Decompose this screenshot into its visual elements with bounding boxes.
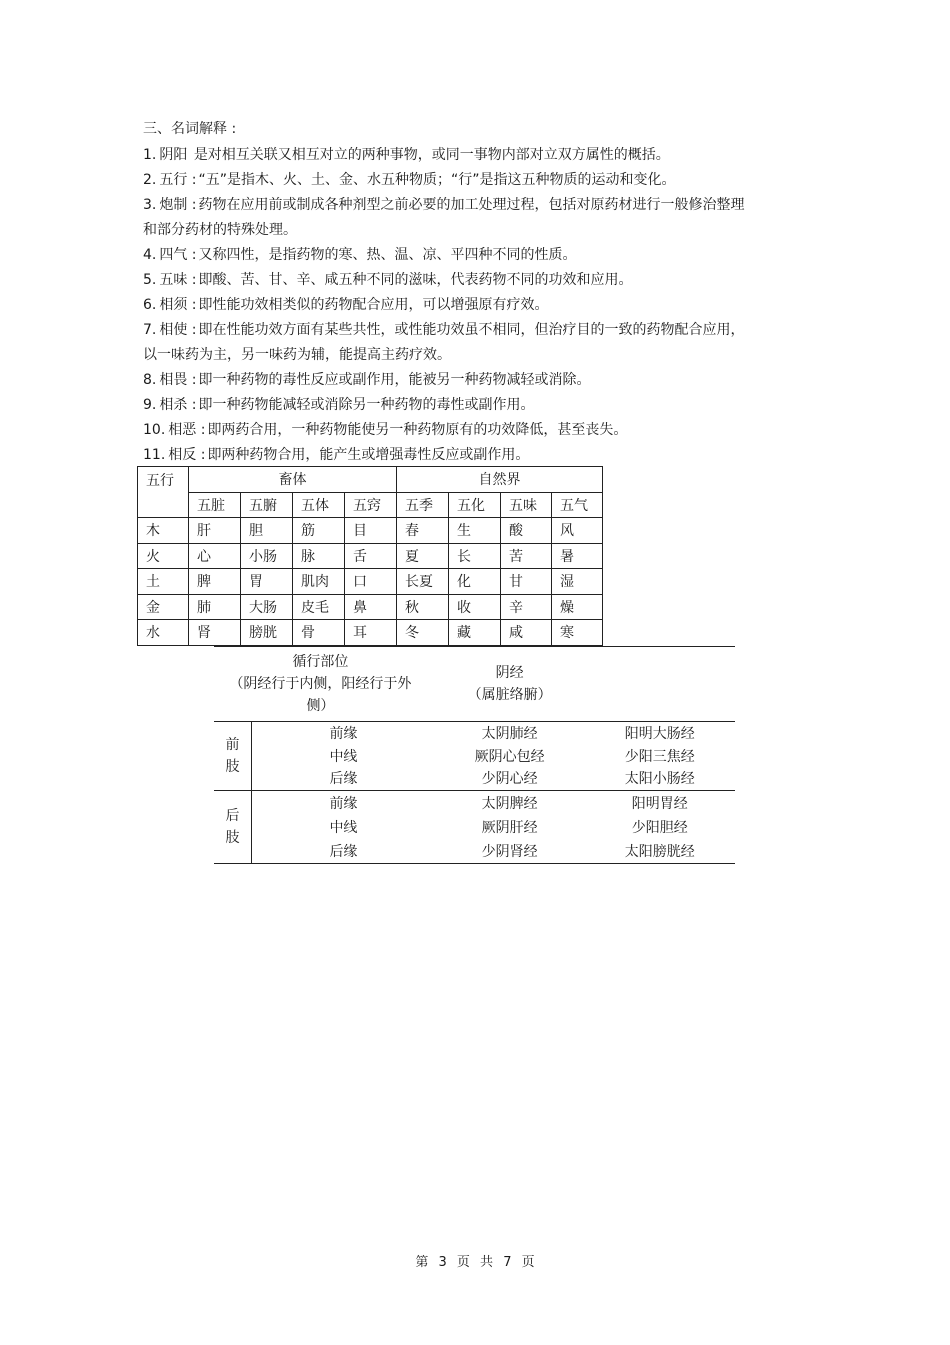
table-row: [214, 722, 735, 745]
position-header-title: 循行部位: [292, 654, 349, 670]
table-cell: 土: [138, 569, 189, 595]
definition-term: 五行 :: [159, 172, 197, 188]
table-cell: 后缘: [329, 771, 358, 788]
yin-header: [435, 647, 585, 722]
table-cell: 湿: [552, 569, 603, 595]
position-header: [214, 647, 435, 722]
table-cell: 太阴脾经: [435, 790, 585, 815]
table-row: [138, 569, 603, 595]
definition-term: 相恶 :: [168, 422, 206, 438]
definition-term: 阴阳: [159, 147, 188, 163]
table-cell: 肺: [189, 594, 241, 620]
section-title: 三、名词解释 :: [143, 121, 237, 137]
table-cell: 苦: [501, 543, 552, 569]
table-row: [138, 594, 603, 620]
table-cell: 前缘: [251, 722, 434, 745]
table-cell: 太阳膀胱经: [584, 839, 735, 864]
definition-term: 相杀 :: [159, 397, 197, 413]
table-cell: 皮毛: [293, 594, 345, 620]
table-cell: 小肠: [241, 543, 293, 569]
definition-item: [143, 418, 748, 443]
table-cell: 阳明胃经: [584, 790, 735, 815]
table-cell: 脾: [189, 569, 241, 595]
table-cell: 肌肉: [293, 569, 345, 595]
definition-number: 7.: [143, 322, 157, 338]
definition-item: [143, 193, 748, 243]
table-cell: 冬: [397, 620, 449, 646]
table-cell: 目: [345, 518, 397, 544]
column-header: 五化: [449, 492, 501, 518]
definition-text: 是对相互关联又相互对立的两种事物，或同一事物内部对立双方属性的概括。: [193, 147, 670, 163]
table-cell: 耳: [345, 620, 397, 646]
table-cell: 肾: [189, 620, 241, 646]
table-cell: 长: [449, 543, 501, 569]
table-cell: 水: [138, 620, 189, 646]
definition-term: 相反 :: [168, 447, 206, 463]
definition-text: 即两药合用，一种药物能使另一种药物原有的功效降低，甚至丧失。: [207, 422, 628, 438]
table-row: [138, 518, 603, 544]
table-cell: 木: [138, 518, 189, 544]
definition-number: 5.: [143, 272, 157, 288]
table-cell: 胆: [241, 518, 293, 544]
page-footer: 第 3 页 共 7 页: [415, 1255, 535, 1270]
table-cell: 太阴肺经: [435, 722, 585, 745]
table-cell: 大肠: [241, 594, 293, 620]
table-row: [214, 815, 735, 839]
table-cell: 收: [449, 594, 501, 620]
table-cell: 阳明大肠经: [584, 722, 735, 745]
table-cell: 暑: [552, 543, 603, 569]
table-cell: 骨: [293, 620, 345, 646]
column-header: 五味: [501, 492, 552, 518]
definition-number: 11.: [143, 447, 166, 463]
definition-text: 即一种药物能减轻或消除另一种药物的毒性或副作用。: [198, 397, 535, 413]
definition-text: 即在性能功效方面有某些共性，或性能功效虽不相同，但治疗目的一致的药物配合应用，以一味药为主，另一味药为辅，能提高主药疗效。: [143, 322, 745, 363]
definition-number: 9.: [143, 397, 157, 413]
table-cell: 风: [552, 518, 603, 544]
table-cell: 少阴肾经: [435, 839, 585, 864]
definition-text: 即两种药物合用，能产生或增强毒性反应或副作用。: [207, 447, 530, 463]
definition-term: 相须 :: [159, 297, 197, 313]
table-subheader-row: [138, 492, 603, 518]
table-cell: 寒: [552, 620, 603, 646]
definition-text: 又称四性，是指药物的寒、热、温、凉、平四种不同的性质。: [198, 247, 577, 263]
table-cell: 鼻: [345, 594, 397, 620]
meridian-header-row: [214, 647, 735, 722]
table-cell: 脉: [293, 543, 345, 569]
definition-term: 相畏 :: [159, 372, 197, 388]
table-cell: 后缘: [251, 839, 434, 864]
group-header-body: 畜体: [189, 467, 397, 493]
definition-item: [143, 168, 748, 193]
definition-text: “五”是指木、火、土、金、水五种物质；“行”是指这五种物质的运动和变化。: [198, 172, 676, 188]
definition-text: 即酸、苦、甘、辛、咸五种不同的滋味，代表药物不同的功效和应用。: [198, 272, 633, 288]
table-row: [214, 839, 735, 864]
definition-item: [143, 293, 748, 318]
column-header: 五气: [552, 492, 603, 518]
table-cell: 前缘: [251, 790, 434, 815]
definition-item: [143, 268, 748, 293]
lower-limb-label: 后肢: [214, 790, 251, 863]
table-row: [138, 543, 603, 569]
definition-number: 8.: [143, 372, 157, 388]
definition-number: 10.: [143, 422, 166, 438]
table-cell: 舌: [345, 543, 397, 569]
position-header-note: （阴经行于内侧，阳经行于外侧）: [229, 676, 412, 714]
column-header: 五季: [397, 492, 449, 518]
table-cell: 筋: [293, 518, 345, 544]
definition-number: 4.: [143, 247, 157, 263]
table-row: [214, 790, 735, 815]
column-header: 五脏: [189, 492, 241, 518]
definition-item: [143, 143, 748, 168]
table-cell: 少阳三焦经: [624, 748, 695, 765]
table-cell: 肝: [189, 518, 241, 544]
definition-number: 2.: [143, 172, 157, 188]
table-row: [138, 620, 603, 646]
table-cell: 燥: [552, 594, 603, 620]
table-cell: 厥阴肝经: [481, 819, 538, 836]
table-cell: 长夏: [397, 569, 449, 595]
definition-item: [143, 393, 748, 418]
table-cell: 咸: [501, 620, 552, 646]
table-cell: 夏: [397, 543, 449, 569]
definition-item: [143, 443, 748, 468]
definition-number: 3.: [143, 197, 157, 213]
definition-term: 四气 :: [159, 247, 197, 263]
yin-header-note: （属脏络腑）: [467, 687, 552, 703]
table-row: [214, 767, 735, 790]
table-cell: 口: [345, 569, 397, 595]
table-row: [214, 745, 735, 768]
definition-text: 即一种药物的毒性反应或副作用，能被另一种药物减轻或消除。: [198, 372, 591, 388]
definition-item: [143, 318, 748, 368]
table-cell: 金: [138, 594, 189, 620]
yin-header-title: 阴经: [495, 665, 524, 681]
column-header: 五窍: [345, 492, 397, 518]
yang-header-empty: [584, 647, 735, 722]
column-header: 五腑: [241, 492, 293, 518]
table-cell: 酸: [501, 518, 552, 544]
definition-term: 炮制 :: [159, 197, 197, 213]
definition-text: 即性能功效相类似的药物配合应用，可以增强原有疗效。: [198, 297, 549, 313]
table-cell: 化: [449, 569, 501, 595]
table-cell: 中线: [329, 748, 358, 765]
table-cell: 厥阴心包经: [474, 748, 545, 765]
table-cell: 胃: [241, 569, 293, 595]
table-cell: 藏: [449, 620, 501, 646]
table-cell: 火: [138, 543, 189, 569]
meridian-table: [214, 646, 735, 864]
table-header-row: [138, 467, 603, 493]
definition-list: [143, 143, 748, 468]
table-cell: 少阴心经: [481, 771, 538, 788]
table-cell: 辛: [501, 594, 552, 620]
table-corner-cell: 五行: [138, 467, 189, 518]
definition-number: 1.: [143, 147, 157, 163]
table-cell: 中线: [329, 819, 358, 836]
five-elements-table: [137, 466, 603, 646]
definition-item: [143, 243, 748, 268]
table-cell: 少阳胆经: [631, 819, 688, 836]
definition-text: 药物在应用前或制成各种剂型之前必要的加工处理过程，包括对原药材进行一般修治整理和部分药材的特殊处理。: [143, 197, 745, 238]
table-cell: 甘: [501, 569, 552, 595]
definition-item: [143, 368, 748, 393]
table-cell: 秋: [397, 594, 449, 620]
table-cell: 生: [449, 518, 501, 544]
upper-limb-label: 前肢: [214, 722, 251, 791]
table-cell: 心: [189, 543, 241, 569]
column-header: 五体: [293, 492, 345, 518]
definition-number: 6.: [143, 297, 157, 313]
table-cell: 春: [397, 518, 449, 544]
group-header-nature: 自然界: [397, 467, 603, 493]
table-cell: 太阳小肠经: [624, 771, 695, 788]
definition-term: 相使 :: [159, 322, 197, 338]
table-cell: 膀胱: [241, 620, 293, 646]
definition-term: 五味 :: [159, 272, 197, 288]
